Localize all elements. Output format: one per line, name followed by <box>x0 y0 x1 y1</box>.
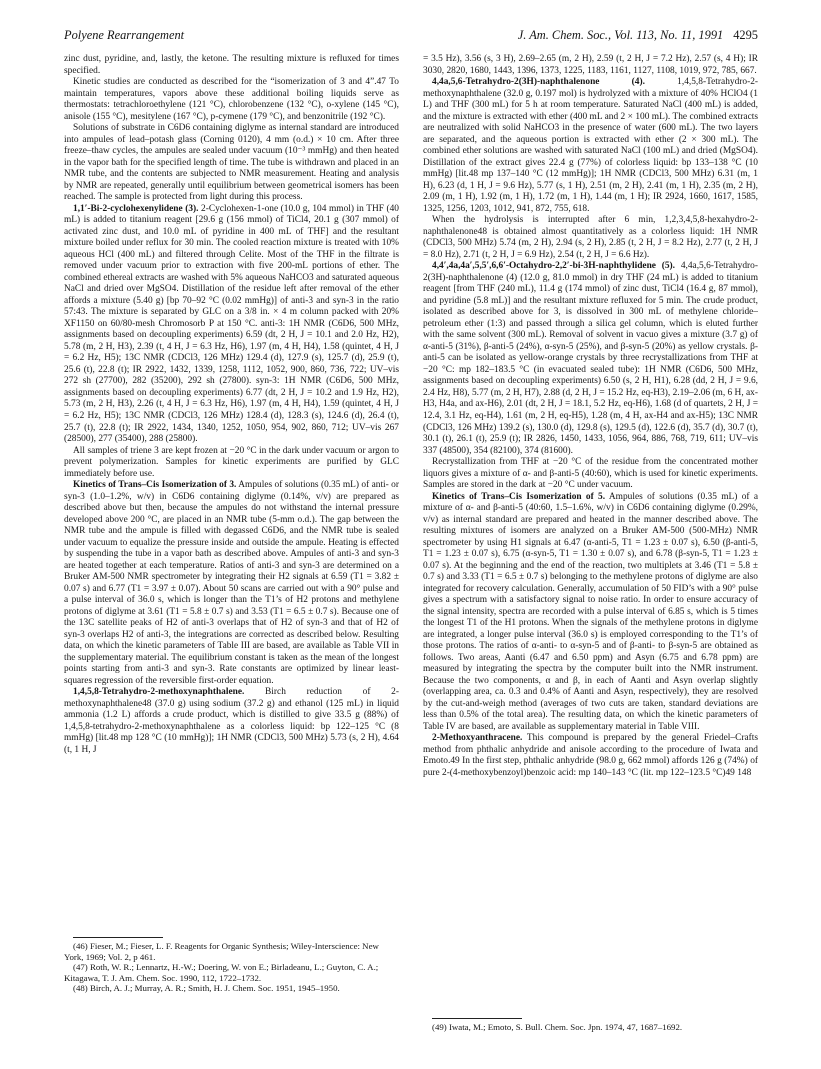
paragraph-text: Ampules of solutions (0.35 mL) of a mixture of α- and β-anti-5 (40:60, 1.5–1.6%, w/v) in C6D6 containing diglyme (0.29%, v/v) as internal standard are prepared and heated in the manner described above. The resulting mixtures of isomers are analyzed on a Bruker AM-500 (500-MHz) NMR spectrometer by using H1 signals at 6.47 (α-anti-5, T1 = 1.23 ± 0.07 s), 6.50 (β-anti-5, T1 = 1.23 ± 0.07 s), 6.75 (α-syn-5, T1 = 1.30 ± 0.07 s), and 6.78 (β-syn-5, T1 = 1.23 ± 0.07 s). At the beginning and the end of the reaction, two multiplets at 3.46 (T1 = 5.8 ± 0.7 s) and 3.33 (T1 = 6.5 ± 0.7 s) belonging to the methylene protons of diglyme are also integrated for recovery calculation. Generally, accumulation of 50 FID’s with a 90° pulse gives a spectrum with a satisfactory signal to noise ratio. In order to ensure accuracy of the signal intensity, spectra are recorded with a pulse interval of 6.85 s, which is 5 times the longest T1 of the H1 protons. When the signals of the methylene protons in diglyme are integrated, a longer pulse interval (36.0 s) is employed corresponding to the T1’s of those protons. The ratios of α-anti- to α-syn-5 and of β-anti- to β-syn-5 are obtained as follows. Two areas, Aanti (6.47 and 6.50 ppm) and Asyn (6.75 and 6.78 ppm) are measured by integrating the spectra by the computer built into the NMR instrument. Because the two components, α and β, in each of Aanti and Asyn overlap slightly (overlapping area, ca. 0.3 and 0.4% of Aanti and Asyn, respectively), they are resolved by the cut-and-weigh method (averages of two cuts are taken, standard deviations are less than 0.5% of the total area). The resulting data, on which the kinetic parameters of Table IV are based, are available as supplementary material in Table VIII. <box>423 491 758 732</box>
running-title: Polyene Rearrangement <box>64 28 185 42</box>
paragraph <box>423 54 758 77</box>
paragraph-text: 1,4,5,8-Tetrahydro-2-methoxynaphthalene (32.0 g, 0.197 mol) is hydrolyzed with a mixture of 40% HClO4 (1 L) and THF (300 mL) for 5 h at room temperature. Saturated NaCl (400 mL) is added, and the mixture is extracted with ether (400 mL and 2 × 100 mL). The combined extracts are neutralized with solid NaHCO3 in the presence of water (600 mL). The two layers are separated, and the aqueous portion is extracted with ether (2 × 300 mL). The combined ether solutions are washed with saturated NaCl (100 mL) and dried (MgSO4). Distillation of the extract gives 22.4 g (77%) of colorless liquid: bp 133–138 °C (10 mmHg) [lit.48 mp 137–140 °C (12 mmHg)]; 1H NMR (CDCl3, 500 MHz) 6.31 (m, 1 H), 6.23 (d, 1 H, J = 9.6 Hz), 5.77 (s, 1 H), 2.51 (m, 2 H), 2.41 (m, 1 H), 2.35 (m, 2 H), 2.09 (m, 1 H), 1.92 (m, 1 H), 1.72 (m, 1 H), 1.44 (m, 1 H); IR 2924, 1660, 1617, 1585, 1325, 1256, 1203, 1012, 941, 872, 755, 618. <box>423 77 758 214</box>
paragraph-text: 2-Cyclohexen-1-one (10.0 g, 104 mmol) in THF (40 mL) is added to titanium reagent [29.6 g (156 mmol) of TiCl4, 20.1 g (307 mmol) of activated zinc dust, and 10.0 mL of pyridine in 400 mL of THF] and the resultant mixture boiled under reflux for 30 min. The cooled reaction mixture is treated with 10% aqueous HCl (400 mL) and filtered through Celite. Most of the THF in the filtrate is removed under vacuum prior to extraction with five 200-mL portions of ether. The combined ethereal extracts are washed with 5% aqueous NaHCO3 and saturated aqueous NaCl and dried over MgSO4. Distillation of the residue left after removal of the ether affords a mixture (5.40 g) [bp 70–92 °C (0.02 mmHg)] of anti-3 and syn-3 in the ratio 57:43. The mixture is separated by GLC on a 3/8 in. × 4 m column packed with 20% XF1150 on 60/80-mesh Chromosorb P at 150 °C. anti-3: 1H NMR (C6D6, 500 MHz, assignments based on decoupling experiments) 6.59 (dt, 2 H, J = 10.1 and 2.0 Hz, H2), 5.78 (m, 2 H, H3), 2.39 (t, 4 H, J = 6.3 Hz, H6), 1.97 (m, 4 H, H4), 1.58 (quintet, 4 H, J = 6.2 Hz, H5); 13C NMR (CDCl3, 126 MHz) 129.4 (d), 127.9 (s), 125.7 (d), 25.9 (t), 25.6 (t), 22.8 (t); IR 2922, 1432, 1339, 1258, 1112, 1052, 900, 860, 736, 722; UV–vis 272 sh (27700), 282 (35200), 292 sh (27800). syn-3: 1H NMR (C6D6, 500 MHz, assignments based on decoupling experiments) 6.77 (dt, 2 H, J = 10.2 and 1.9 Hz, H2), 5.73 (m, 2 H, H3), 2.26 (t, 4 H, J = 6.3 Hz, H6), 1.97 (m, 4 H, H4), 1.59 (quintet, 4 H, J = 6.2 Hz, H5); 13C NMR (CDCl3, 126 MHz) 128.4 (d), 128.3 (s), 124.6 (d), 26.4 (t), 25.7 (t), 22.8 (t); IR 2922, 1434, 1340, 1252, 1050, 954, 902, 860, 712; UV–vis 267 (28500), 277 (35400), 288 (25800). <box>64 203 399 445</box>
paragraph-text: Ampules of solutions (0.35 mL) of anti- or syn-3 (1.0–1.2%, w/v) in C6D6 containing diglyme (0.14%, v/v) are prepared as described above but then, because the ampules do not withstand the internal pressure developed above 200 °C, are placed in an NMR tube (5-mm o.d.). The gap between the NMR tube and the ampule is filled with degassed C6D6, and the NMR tube is sealed under vacuum to equalize the pressure inside and outside the ampule. Heating is effected by suspending the tube in a vapor bath as described above. Ampules of anti-3 and syn-3 are heated together at each temperature. Ratios of anti-3 and syn-3 are determined on a Bruker AM-500 NMR spectrometer by integrating their H2 signals at 6.59 (T1 = 3.82 ± 0.07 s) and 6.77 (T1 = 3.97 ± 0.07). About 50 scans are carried out with a 90° pulse and a pulse interval of 36.0 s, which is longer than the T1’s of H2 protons and methylene protons of diglyme at 3.61 (T1 = 5.8 ± 0.7 s) and 3.53 (T1 = 6.5 ± 0.7 s). Because one of the 13C satellite peaks of H2 of anti-3 overlaps that of H2 of syn-3 and that of H2 of syn-3 overlaps H2 of anti-3, the integrations are corrected as described below. Resulting data, on which the kinetic parameters of Table III are based, are available as Table VII in the supplementary material. The equilibrium constant is taken as the mean of the longest points starting from anti-3 and syn-3. Rate constants are optimized by linear least-squares regression of the reversible first-order equation. <box>64 480 399 686</box>
paragraph <box>423 215 758 261</box>
footnote: (48) Birch, A. J.; Murray, A. R.; Smith, H. J. Chem. Soc. 1951, 1945–1950. <box>73 983 340 994</box>
paragraph-text: Solutions of substrate in C6D6 containing diglyme as internal standard are introduced into ampules of lead–potash glass (Corning 0120), 4 mm (o.d.) × 10 cm. After three freeze–thaw cycles, the ampules are sealed under vacuum (10⁻³ mmHg) and then heated in the vapor bath for the specified length of time. The tube is withdrawn and placed in an NMR tube, and the contents are subjected to NMR measurement. Heating and analysis by NMR are repeated, generally until equilibrium between geometrical isomers has been reached. The sample is protected from light during this process. <box>64 123 399 203</box>
paragraph-text: Kinetic studies are conducted as described for the “isomerization of 3 and 4”.47 To maintain temperatures, vapors above these additional boiling liquids serve as thermostats: tetrachloroethylene (121 °C), chlorobenzene (132 °C), o-xylene (145 °C), anisole (155 °C), mesitylene (167 °C), p-cymene (179 °C), and benzonitrile (192 °C). <box>64 77 399 122</box>
journal-name: J. Am. Chem. Soc., Vol. 113, No. 11, 1991 <box>517 28 724 42</box>
paragraph <box>64 77 399 123</box>
paragraph <box>64 480 399 687</box>
paragraph <box>64 687 399 756</box>
journal-citation <box>518 28 758 43</box>
paragraph <box>64 54 399 77</box>
section-heading: Kinetics of Trans–Cis Isomerization of 3. <box>73 480 237 491</box>
paragraph <box>64 446 399 481</box>
paragraph <box>423 733 758 779</box>
paragraph-text: All samples of triene 3 are kept frozen at −20 °C in the dark under vacuum or argon to prevent polymerization. Samples for kinetic experiments are purified by GLC immediately before use. <box>64 445 399 479</box>
footnote: (49) Iwata, M.; Emoto, S. Bull. Chem. Soc. Jpn. 1974, 47, 1687–1692. <box>432 1022 683 1032</box>
section-heading: 2-Methoxyanthracene. <box>432 733 523 744</box>
section-heading: Kinetics of Trans–Cis Isomerization of 5. <box>432 491 606 502</box>
left-column <box>64 54 399 756</box>
footnotes-left <box>64 937 399 994</box>
paragraph-text: 4,4a,5,6-Tetrahydro-2(3H)-naphthalenone (4) (12.0 g, 81.0 mmol) in dry THF (24 mL) is added to titanium reagent [from THF (240 mL), 11.4 g (174 mmol) of zinc dust, TiCl4 (16.4 g, 87 mmol), and pyridine (5.8 mL)] and the resultant mixture refluxed for 5 min. The crude product, isolated as described above for 3, is dissolved in 300 mL of methylene chloride–petroleum ether (1:3) and passed through a silica gel column, which is eluted further with the same solvent (300 mL). Removal of solvent in vacuo gives a mixture (3.7 g) of α-anti-5 (31%), β-anti-5 (24%), α-syn-5 (25%), and β-syn-5 (20%) as yellow crystals. β-anti-5 can be isolated as yellow-orange crystals by three recrystallizations from THF at −20 °C: mp 182–183.5 °C (in evacuated sealed tube): 1H NMR (C6D6, 500 MHz, assignments based on decoupling experiments) 6.50 (s, 2 H, H1), 6.28 (dd, 2 H, J = 9.6, 2.4 Hz, H8), 5.77 (m, 2 H, H7), 2.88 (d, 2 H, J = 15.2 Hz, eq-H3), 2.19–2.06 (m, 6 H, ax-H3, H4a, and ax-H6), 2.01 (dt, 2 H, J = 18.1, 5.2 Hz, eq-H6), 1.68 (d of quartets, 2 H, J = 12.4, 3.1 Hz, eq-H4), 1.61 (m, 2 H, eq-H5), 1.28 (m, 4 H, ax-H4 and ax-H5); 13C NMR (CDCl3, 126 MHz) 139.2 (s), 130.0 (d), 129.8 (s), 129.5 (d), 122.6 (d), 35.7 (d), 30.7 (t), 30.1 (t), 26.1 (t), 25.9 (t); IR 2826, 1450, 1433, 1056, 964, 886, 768, 719, 611; UV–vis 337 (48500), 354 (82100), 374 (81600). <box>423 261 758 456</box>
running-header <box>64 28 758 46</box>
section-heading: 1,4,5,8-Tetrahydro-2-methoxynaphthalene. <box>73 687 245 698</box>
section-heading: 4,4′,4a,4a′,5,5′,6,6′-Octahydro-2,2′-bi-3H-naphthylidene (5). <box>432 261 676 272</box>
footnotes-right <box>423 1018 758 1033</box>
section-heading: 4,4a,5,6-Tetrahydro-2(3H)-naphthalenone (4). <box>432 77 645 88</box>
paragraph-text: = 3.5 Hz), 3.56 (s, 3 H), 2.69–2.65 (m, 2 H), 2.59 (t, 2 H, J = 7.2 Hz), 2.57 (s, 4 H); IR 3030, 2820, 1680, 1443, 1396, 1373, 1225, 1183, 1161, 1127, 1108, 1019, 972, 785, 667. <box>423 54 758 76</box>
paragraph <box>423 492 758 734</box>
footnote-rule <box>73 937 163 938</box>
footnote-rule <box>432 1018 522 1019</box>
page-number: 4295 <box>733 28 758 42</box>
paragraph <box>64 123 399 204</box>
paragraph <box>64 204 399 446</box>
paragraph <box>423 77 758 215</box>
paragraph <box>423 261 758 457</box>
paragraph-text: This compound is prepared by the general Friedel–Crafts method from phthalic anhydride and anisole according to the procedure of Iwata and Emoto.49 In the first step, phthalic anhydride (98.0 g, 662 mmol) affords 126 g (74%) of pure 2-(4-methoxybenzoyl)benzoic acid: mp 140–143 °C (lit. mp 122–123.5 °C)49 148 <box>423 733 758 778</box>
paragraph <box>423 457 758 492</box>
footnote: (46) Fieser, M.; Fieser, L. F. Reagents for Organic Synthesis; Wiley-Interscience: New York, 1969; Vol. 2, p 461. <box>64 941 379 962</box>
paragraph-text: zinc dust, pyridine, and, lastly, the ketone. The resulting mixture is refluxed for times specified. <box>64 54 399 76</box>
section-heading: 1,1′-Bi-2-cyclohexenylidene (3). <box>73 203 199 214</box>
paragraph-text: Recrystallization from THF at −20 °C of the residue from the concentrated mother liquors gives a mixture of α- and β-anti-5 (40:60), which is used for kinetic experiments. Samples are stored in the dark at −20 °C under vacuum. <box>423 457 758 491</box>
footnote: (47) Roth, W. R.; Lennartz, H.-W.; Doering, W. von E.; Birladeanu, L.; Guyton, C. A.; Kitagawa, T. J. Am. Chem. Soc. 1990, 112, 1722–1732. <box>64 962 379 983</box>
right-column <box>423 54 758 779</box>
paragraph-text: When the hydrolysis is interrupted after 6 min, 1,2,3,4,5,8-hexahydro-2-naphthalenone48 is obtained almost quantitatively as a colorless liquid: 1H NMR (CDCl3, 500 MHz) 5.74 (m, 2 H), 2.94 (s, 2 H), 2.85 (t, 2 H, J = 8.2 Hz), 2.77 (t, 2 H, J = 8.0 Hz), 2.71 (t, 2 H, J = 6.9 Hz), 2.54 (t, 2 H, J = 6.6 Hz). <box>423 215 758 260</box>
paragraph-text: Birch reduction of 2-methoxynaphthalene48 (37.0 g) using sodium (37.2 g) and ethanol (125 mL) in liquid ammonia (1.2 L) affords a crude product, which is distilled to give 33.5 g (88%) of 1,4,5,8-tetrahydro-2-methoxynaphthalene as a colorless liquid: bp 122–125 °C (8 mmHg) [lit.48 mp 128 °C (10 mmHg)]; 1H NMR (CDCl3, 500 MHz) 5.73 (s, 2 H), 4.64 (t, 1 H, J <box>64 687 399 755</box>
